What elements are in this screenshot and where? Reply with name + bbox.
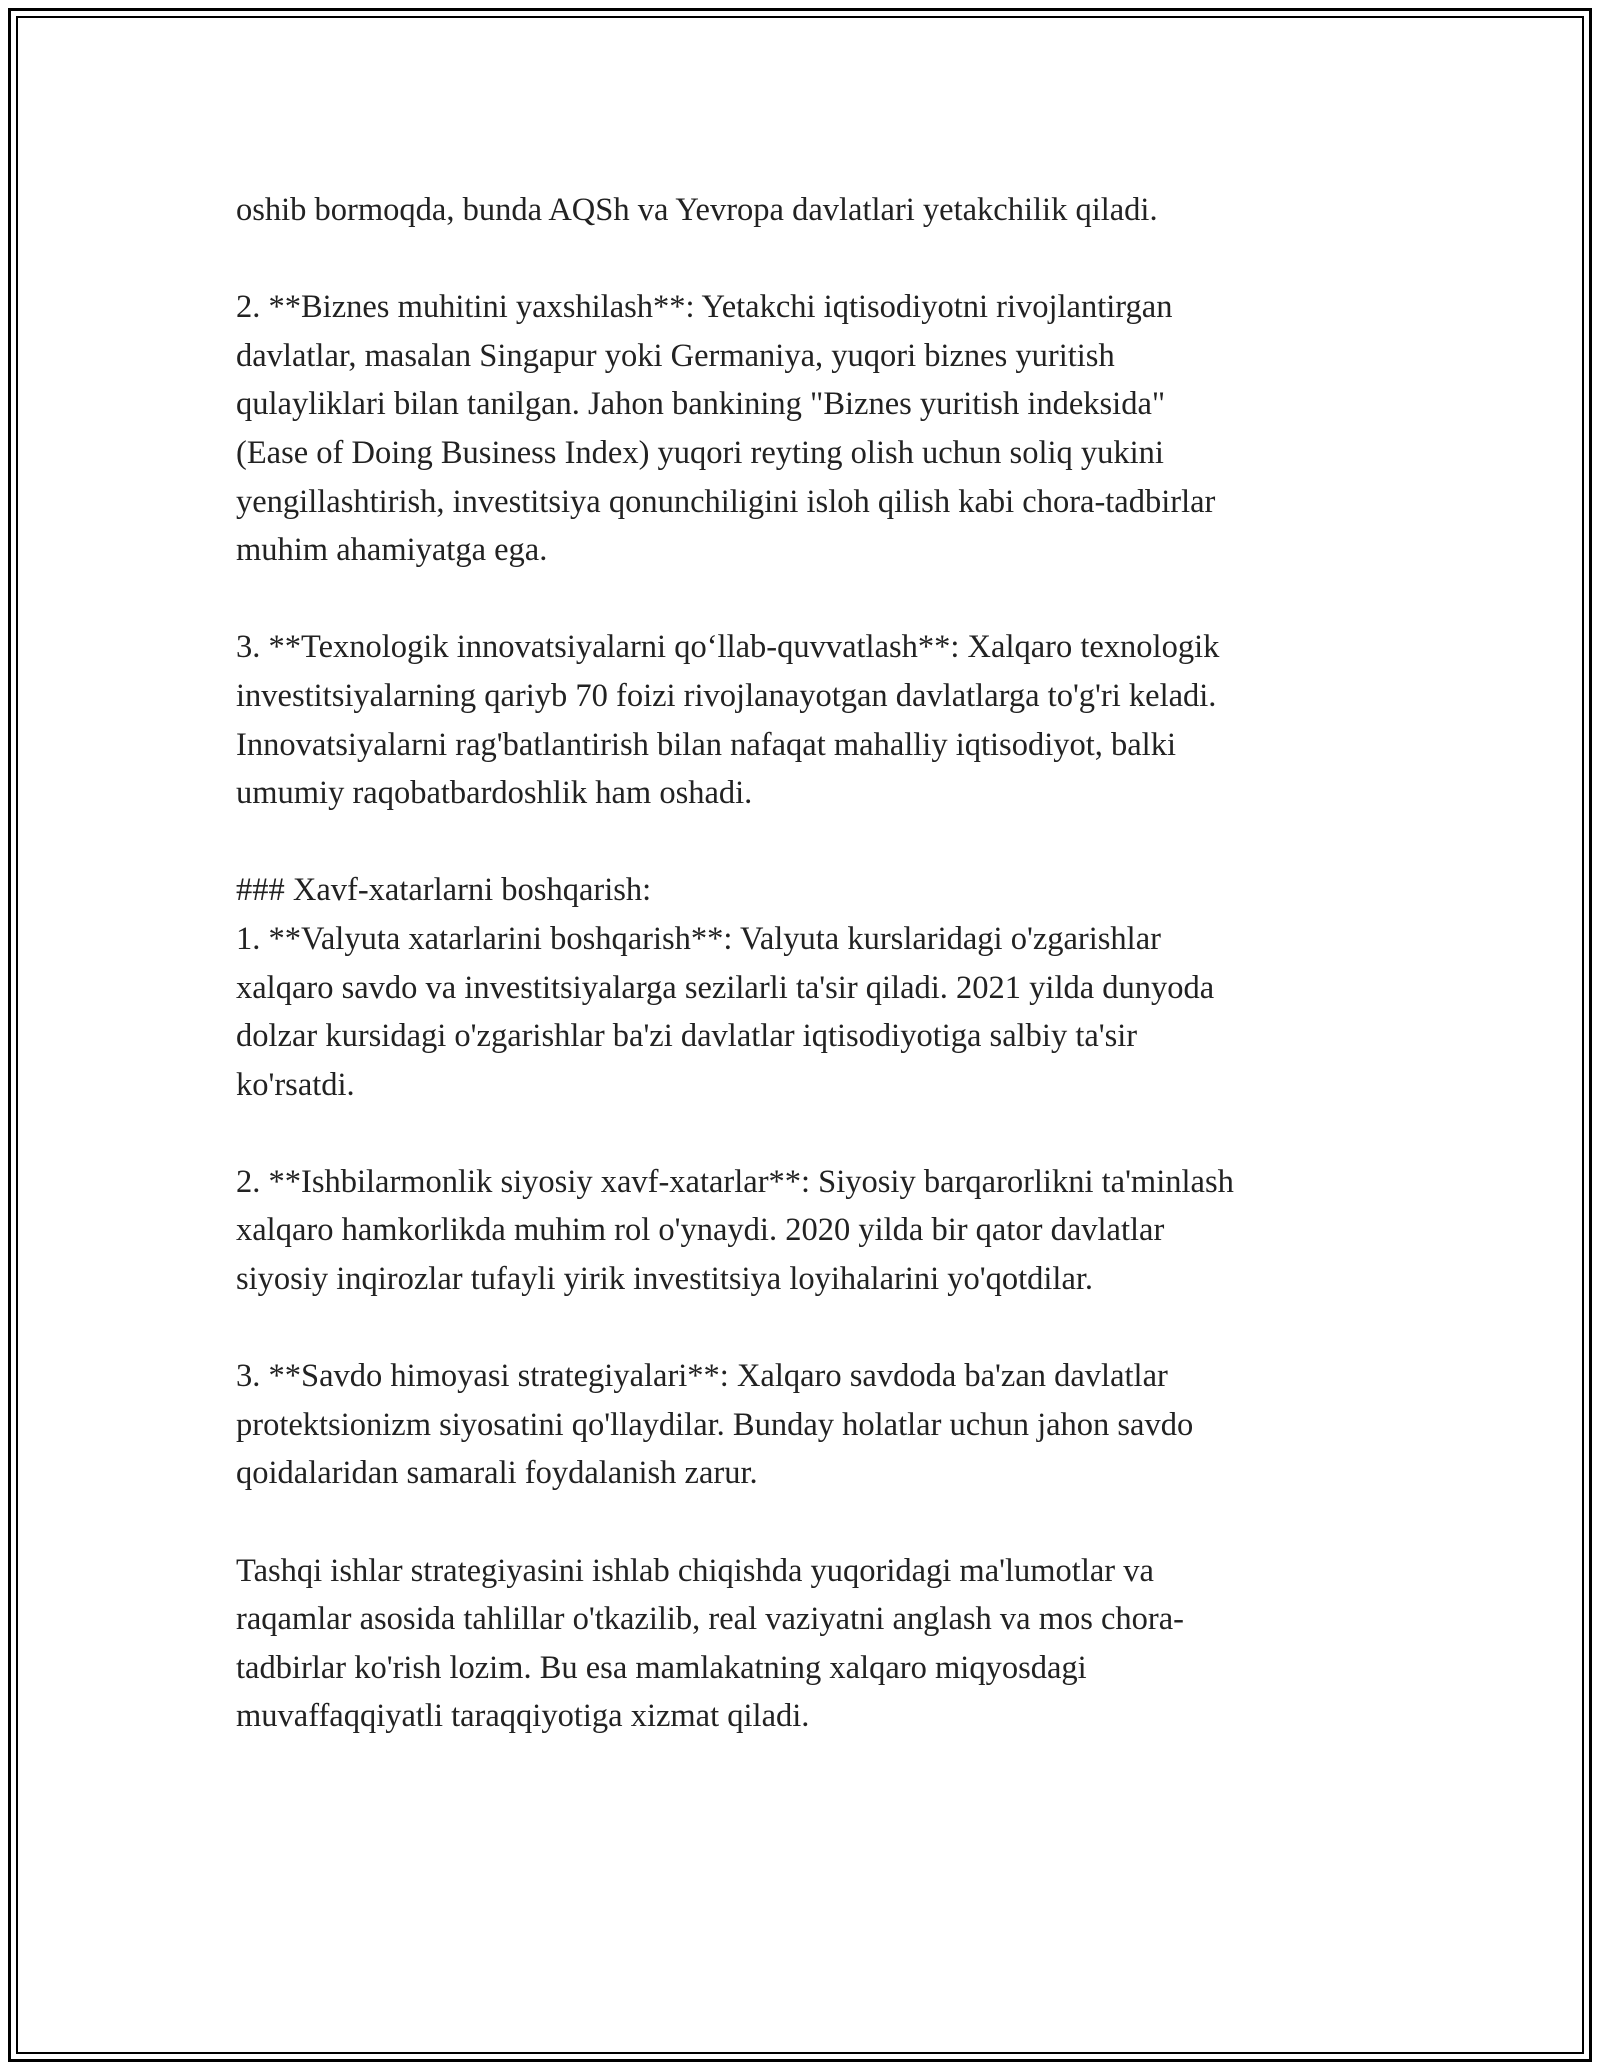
- text-line: raqamlar asosida tahlillar o'tkazilib, real vaziyatni anglash va mos chora-: [236, 1601, 1184, 1638]
- paragraph-tech-innovation: [236, 623, 1376, 817]
- text-line: 3. **Savdo himoyasi strategiyalari**: Xalqaro savdoda ba'zan davlatlar: [236, 1358, 1168, 1395]
- text-line: davlatlar, masalan Singapur yoki Germaniya, yuqori biznes yuritish: [236, 337, 1115, 374]
- text-line: siyosiy inqirozlar tufayli yirik investitsiya loyihalarini yo'qotdilar.: [236, 1261, 1094, 1298]
- text-line: 1. **Valyuta xatarlarini boshqarish**: Valyuta kurslaridagi o'zgarishlar: [236, 920, 1161, 957]
- text-line: 3. **Texnologik innovatsiyalarni qo‘llab-quvvatlash**: Xalqaro texnologik: [236, 629, 1220, 666]
- paragraph-trade-protection: [236, 1352, 1376, 1498]
- text-line: xalqaro hamkorlikda muhim rol o'ynaydi. 2020 yilda bir qator davlatlar: [236, 1212, 1165, 1249]
- text-line: qoidalaridan samarali foydalanish zarur.: [236, 1455, 758, 1492]
- text-line: Tashqi ishlar strategiyasini ishlab chiqishda yuqoridagi ma'lumotlar va: [236, 1552, 1154, 1589]
- text-line: 2. **Biznes muhitini yaxshilash**: Yetakchi iqtisodiyotni rivojlantirgan: [236, 289, 1173, 326]
- text-line: Innovatsiyalarni rag'batlantirish bilan nafaqat mahalliy iqtisodiyot, balki: [236, 726, 1176, 763]
- text-line: dolzar kursidagi o'zgarishlar ba'zi davlatlar iqtisodiyotiga salbiy ta'sir: [236, 1018, 1138, 1055]
- text-line: oshib bormoqda, bunda AQSh va Yevropa davlatlari yetakchilik qiladi.: [236, 192, 1158, 228]
- text-line: 2. **Ishbilarmonlik siyosiy xavf-xatarlar**: Siyosiy barqarorlikni ta'minlash: [236, 1163, 1234, 1200]
- paragraph-political-risk: [236, 1158, 1376, 1304]
- text-line: umumiy raqobatbardoshlik ham oshadi.: [236, 775, 753, 812]
- document-body: [236, 186, 1376, 1741]
- text-line: (Ease of Doing Business Index) yuqori reyting olish uchun soliq yukini: [236, 434, 1164, 471]
- paragraph-conclusion: [236, 1547, 1376, 1741]
- text-line: muhim ahamiyatga ega.: [236, 532, 548, 569]
- text-line: muvaffaqqiyatli taraqqiyotiga xizmat qiladi.: [236, 1698, 810, 1735]
- text-line: protektsionizm siyosatini qo'llaydilar. Bunday holatlar uchun jahon savdo: [236, 1406, 1194, 1443]
- paragraph-business-environment: [236, 283, 1376, 575]
- text-line: xalqaro savdo va investitsiyalarga sezilarli ta'sir qiladi. 2021 yilda dunyoda: [236, 969, 1215, 1006]
- paragraph-intro-continuation: [236, 186, 1376, 235]
- paragraph-risk-management: [236, 866, 1376, 1109]
- section-heading: ### Xavf-xatarlarni boshqarish:: [236, 872, 652, 909]
- text-line: qulayliklari bilan tanilgan. Jahon bankining "Biznes yuritish indeksida": [236, 386, 1166, 423]
- text-line: ko'rsatdi.: [236, 1066, 355, 1103]
- text-line: yengillashtirish, investitsiya qonunchiligini isloh qilish kabi chora-tadbirlar: [236, 483, 1216, 520]
- text-line: tadbirlar ko'rish lozim. Bu esa mamlakatning xalqaro miqyosdagi: [236, 1649, 1087, 1686]
- text-line: investitsiyalarning qariyb 70 foizi rivojlanayotgan davlatlarga to'g'ri keladi.: [236, 677, 1217, 714]
